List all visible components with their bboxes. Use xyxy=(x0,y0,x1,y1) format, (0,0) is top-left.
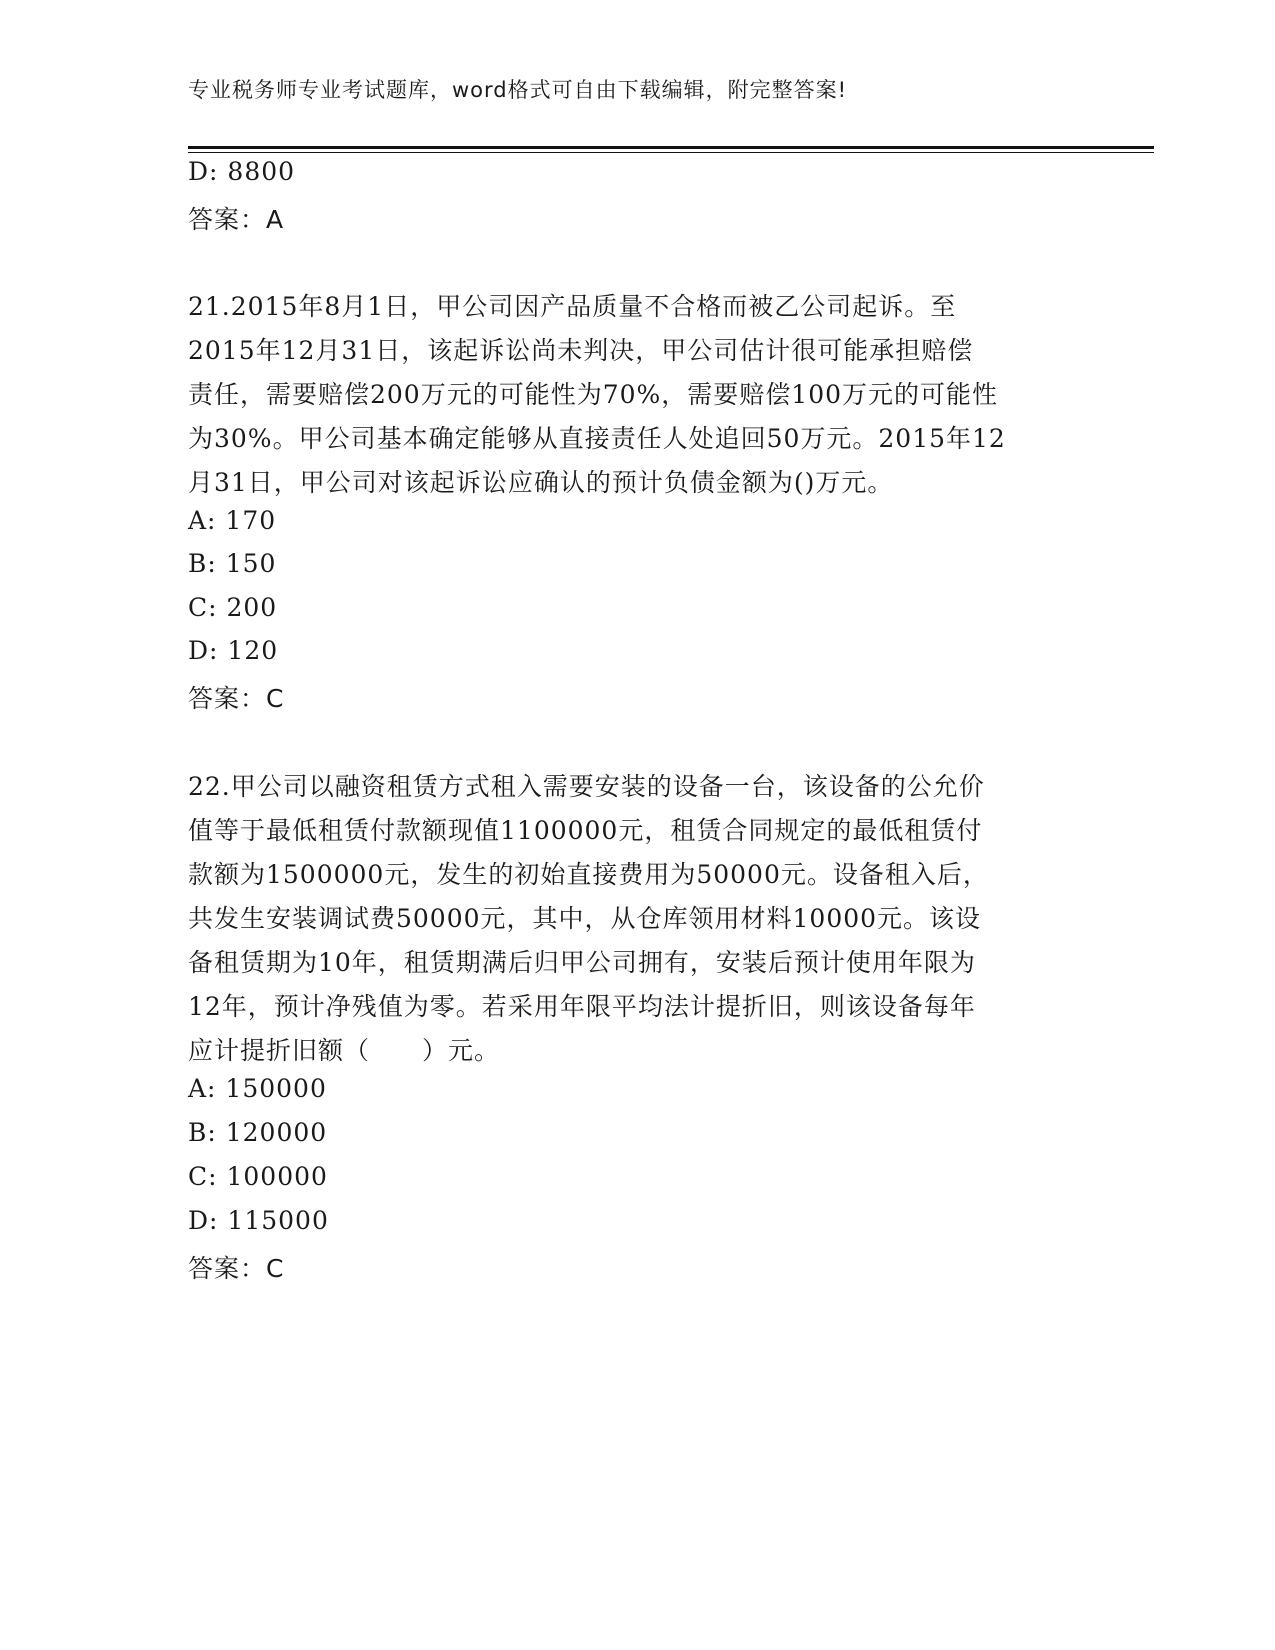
q21-text-line: 21.2015年8月1日，甲公司因产品质量不合格而被乙公司起诉。至 xyxy=(188,292,957,321)
q22-option-c: C: 100000 xyxy=(188,1162,328,1191)
header-divider-thin xyxy=(188,152,1154,153)
q21-option-a: A: 170 xyxy=(188,506,277,535)
prev-answer: 答案：A xyxy=(188,205,285,234)
q22-text-line: 备租赁期为10年，租赁期满后归甲公司拥有，安装后预计使用年限为 xyxy=(188,948,976,977)
prev-option-d: D: 8800 xyxy=(188,157,296,186)
q21-text-line: 2015年12月31日，该起诉讼尚未判决，甲公司估计很可能承担赔偿 xyxy=(188,336,974,365)
q22-text-line: 共发生安装调试费50000元，其中，从仓库领用材料10000元。该设 xyxy=(188,904,982,933)
q21-text-line: 责任，需要赔偿200万元的可能性为70%，需要赔偿100万元的可能性 xyxy=(188,380,999,409)
q21-answer: 答案：C xyxy=(188,684,285,713)
q21-option-d: D: 120 xyxy=(188,636,279,665)
q22-answer: 答案：C xyxy=(188,1254,285,1283)
q22-text-line: 款额为1500000元，发生的初始直接费用为50000元。设备租入后， xyxy=(188,860,989,889)
q22-option-a: A: 150000 xyxy=(188,1074,327,1103)
q21-option-b: B: 150 xyxy=(188,549,277,578)
q22-text-line: 22.甲公司以融资租赁方式租入需要安装的设备一台，该设备的公允价 xyxy=(188,772,985,801)
q21-option-c: C: 200 xyxy=(188,593,278,622)
page-header: 专业税务师专业考试题库，word格式可自由下载编辑，附完整答案! xyxy=(188,78,848,102)
q22-text-line: 应计提折旧额（ ）元。 xyxy=(188,1036,501,1065)
q21-text-line: 月31日，甲公司对该起诉讼应确认的预计负债金额为()万元。 xyxy=(188,468,894,497)
q21-text-line: 为30%。甲公司基本确定能够从直接责任人处追回50万元。2015年12 xyxy=(188,424,1006,453)
q22-option-d: D: 115000 xyxy=(188,1206,329,1235)
q22-text-line: 值等于最低租赁付款额现值1100000元，租赁合同规定的最低租赁付 xyxy=(188,816,983,845)
header-divider-thick xyxy=(188,146,1154,149)
q22-option-b: B: 120000 xyxy=(188,1118,328,1147)
q22-text-line: 12年，预计净残值为零。若采用年限平均法计提折旧，则该设备每年 xyxy=(188,992,976,1021)
